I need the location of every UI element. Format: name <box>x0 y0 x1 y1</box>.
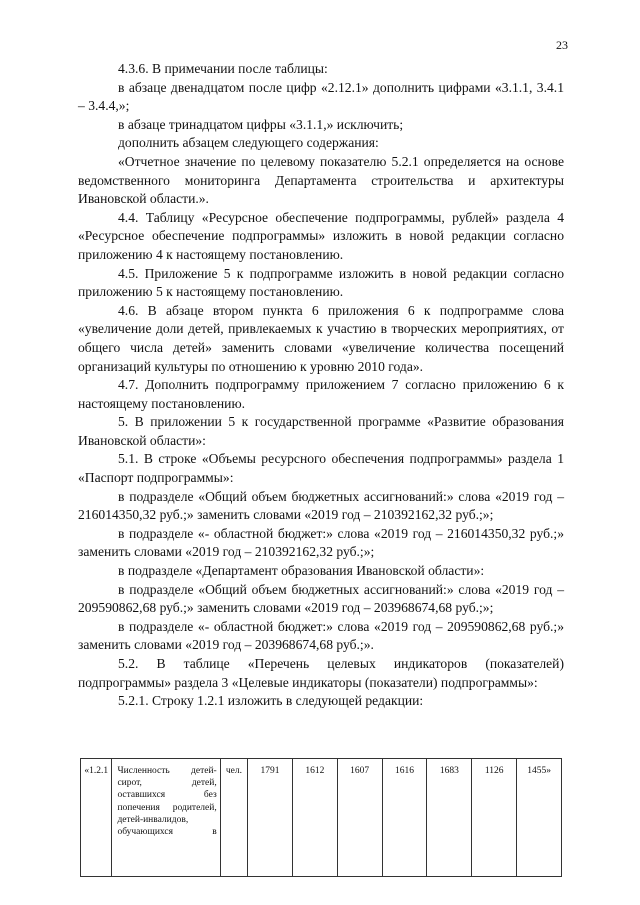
paragraph: 5.2. В таблице «Перечень целевых индикаторов (показателей) подпрограммы» раздела 3 «Целевые индикаторы (показатели) подпрограммы»: <box>78 656 564 690</box>
value-cell: 1616 <box>382 759 427 877</box>
paragraph: в абзаце тринадцатом цифры «3.1.1,» исключить; <box>118 116 404 132</box>
value-cell: 1683 <box>427 759 472 877</box>
paragraph: дополнить абзацем следующего содержания: <box>118 135 379 151</box>
value-cell: 1607 <box>337 759 382 877</box>
paragraph: 5. В приложении 5 к государственной программе «Развитие образования Ивановской области»: <box>78 414 564 448</box>
page-number: 23 <box>556 38 568 52</box>
document-body <box>78 60 564 711</box>
paragraph: 4.5. Приложение 5 к подпрограмме изложить в новой редакции согласно приложению 5 к настоящему постановлению. <box>78 265 564 300</box>
indicator-name-cell: Численность детей-сирот, детей, оставшихся без попечения родителей, детей-инвалидов, обучающихся в <box>112 759 220 877</box>
table-row <box>81 759 562 877</box>
paragraph: в подразделе «- областной бюджет:» слова «2019 год – 216014350,32 руб.;» заменить словами «2019 год – 210392162,32 руб.;»; <box>78 525 564 560</box>
paragraph: в подразделе «Общий объем бюджетных ассигнований:» слова «2019 год – 216014350,32 руб.;» заменить словами «2019 год – 210392162,32 руб.;»; <box>78 488 564 523</box>
paragraph: 4.6. В абзаце втором пункта 6 приложения 6 к подпрограмме слова «увеличение доли детей, привлекаемых к участию в творческих мероприятиях, от общего числа детей» заменить словами «увеличение количества посещений организаций культуры по отношению к уровню 2010 года». <box>78 302 564 374</box>
paragraph: 5.2.1. Строку 1.2.1 изложить в следующей редакции: <box>118 693 424 709</box>
paragraph: в подразделе «Департамент образования Ивановской области»: <box>118 563 485 579</box>
paragraph: 5.1. В строке «Объемы ресурсного обеспечения подпрограммы» раздела 1 «Паспорт подпрограммы»: <box>78 451 564 486</box>
paragraph: 4.4. Таблицу «Ресурсное обеспечение подпрограммы, рублей» раздела 4 «Ресурсное обеспечение подпрограммы» изложить в новой редакции согласно приложению 4 к настоящему постановлению. <box>78 209 564 262</box>
value-cell: 1612 <box>292 759 337 877</box>
indicator-table <box>80 758 562 877</box>
paragraph: 4.3.6. В примечании после таблицы: <box>118 61 328 76</box>
paragraph: в абзаце двенадцатом после цифр «2.12.1» дополнить цифрами «3.1.1, 3.4.1 – 3.4.4,»; <box>78 79 564 114</box>
value-cell: 1791 <box>248 759 293 877</box>
value-cell: 1126 <box>472 759 517 877</box>
paragraph: в подразделе «Общий объем бюджетных ассигнований:» слова «2019 год – 209590862,68 руб.;» заменить словами «2019 год – 203968674,68 руб.;»; <box>78 581 564 616</box>
value-cell: 1455» <box>517 759 562 877</box>
row-number-cell: «1.2.1 <box>81 759 112 877</box>
paragraph: «Отчетное значение по целевому показателю 5.2.1 определяется на основе ведомственного мониторинга Департамента строительства и архитектуры Ивановской области.». <box>78 153 564 207</box>
unit-cell: чел. <box>220 759 247 877</box>
paragraph: в подразделе «- областной бюджет:» слова «2019 год – 209590862,68 руб.;» заменить словами «2019 год – 203968674,68 руб.;». <box>78 618 564 653</box>
paragraph: 4.7. Дополнить подпрограмму приложением 7 согласно приложению 6 к настоящему постановлению. <box>78 377 564 411</box>
